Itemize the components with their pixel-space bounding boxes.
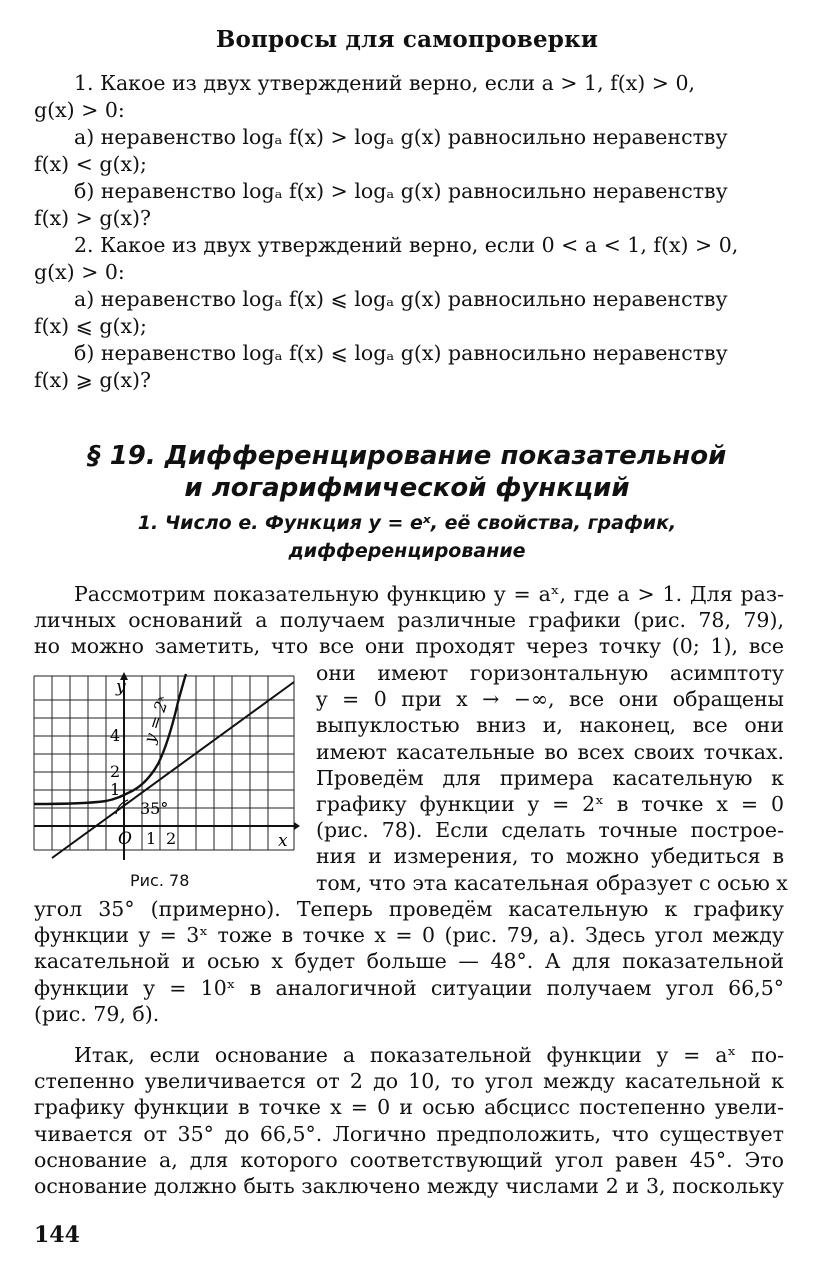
curve-label: y = 2ˣ: [139, 693, 173, 746]
p1-top-line: Рассмотрим показательную функцию y = aˣ, где a > 1. Для раз-: [74, 582, 784, 606]
figure-78-graph: [32, 672, 300, 864]
review-questions-heading: Вопросы для самопроверки: [215, 26, 599, 53]
angle-label: 35°: [140, 799, 169, 818]
review-questions: [34, 70, 784, 394]
p1-side-line: имеют касательные во всех своих точках.: [316, 739, 784, 764]
paragraph2: [34, 1042, 784, 1199]
p2-line: основание a, для которого соответствующий угол равен 45°. Это: [34, 1147, 784, 1172]
paragraph1-bottom: [34, 896, 784, 1027]
q2-a-line2: f(x) ⩽ g(x);: [34, 314, 147, 338]
x-tick-2: 2: [166, 829, 177, 848]
p1-side-line: (рис. 78). Если сделать точные построе-: [316, 818, 784, 843]
p1-side-line: Проведём для примера касательную к: [316, 765, 784, 790]
p1-bottom-line: касательной и осью x будет больше — 48°. А для показательной: [34, 949, 784, 974]
page-number: 144: [34, 1222, 80, 1248]
p2-line: графику функции в точке x = 0 и осью абсцисс постепенно увели-: [34, 1095, 784, 1120]
p2-line: чивается от 35° до 66,5°. Логично предположить, что существует: [34, 1121, 784, 1146]
q2-a-line1: а) неравенство logₐ f(x) ⩽ logₐ g(x) равносильно неравенству: [74, 287, 728, 311]
p1-side-line: ния и измерения, то можно убедиться в: [316, 844, 784, 869]
q1-b-line1: б) неравенство logₐ f(x) > logₐ g(x) равносильно неравенству: [74, 179, 728, 203]
p1-bottom-line: функции y = 3ˣ тоже в точке x = 0 (рис. 79, а). Здесь угол между: [34, 923, 784, 948]
origin-label: O: [118, 829, 132, 849]
q2-b-line1: б) неравенство logₐ f(x) ⩽ logₐ g(x) равносильно неравенству: [74, 341, 728, 365]
section-title-line2: и логарифмической функций: [184, 473, 630, 503]
p2-line: Итак, если основание a показательной функции y = aˣ по-: [74, 1043, 784, 1067]
figure-caption: Рис. 78: [130, 871, 190, 890]
p1-bottom-line: функции y = 10ˣ в аналогичной ситуации получаем угол 66,5°: [34, 975, 784, 1000]
paragraph1-top: [34, 581, 784, 660]
section-title-line1: § 19. Дифференцирование показательной: [87, 441, 727, 471]
subsection-title-line1: 1. Число e. Функция y = eˣ, её свойства, график,: [137, 512, 677, 534]
q1-line2: g(x) > 0:: [34, 98, 125, 122]
p1-side-line: графику функции y = 2ˣ в точке x = 0: [316, 792, 784, 817]
y-tick-4: 4: [110, 726, 121, 745]
q1-b-line2: f(x) > g(x)?: [34, 206, 152, 230]
q2-line2: g(x) > 0:: [34, 260, 125, 284]
q2-line1: 2. Какое из двух утверждений верно, если 0 < a < 1, f(x) > 0,: [74, 233, 739, 257]
q1-a-line2: f(x) < g(x);: [34, 152, 147, 176]
paragraph1-side: [316, 660, 788, 896]
y-tick-2: 2: [110, 762, 121, 781]
p2-line: степенно увеличивается от 2 до 10, то угол между касательной к: [34, 1069, 784, 1094]
x-axis-label: x: [278, 831, 288, 851]
p1-side-line: они имеют горизонтальную асимптоту: [316, 661, 784, 685]
x-tick-1: 1: [146, 829, 157, 848]
p1-bottom-line: (рис. 79, б).: [34, 1001, 160, 1026]
y-tick-1: 1: [110, 780, 121, 799]
p1-top-line: но можно заметить, что все они проходят через точку (0; 1), все: [34, 634, 784, 659]
x-axis-arrow: [294, 822, 300, 830]
y-axis-label: y: [116, 677, 126, 697]
subsection-title-line2: дифференцирование: [288, 540, 526, 562]
p1-top-line: личных оснований a получаем различные графики (рис. 78, 79),: [34, 608, 784, 633]
q2-b-line2: f(x) ⩾ g(x)?: [34, 368, 152, 392]
p1-side-line: том, что эта касательная образует с осью x: [316, 870, 788, 895]
p1-side-line: y = 0 при x → −∞, все они обращены: [316, 687, 784, 712]
p1-bottom-line: угол 35° (примерно). Теперь проведём касательную к графику: [34, 897, 784, 921]
p1-side-line: выпуклостью вниз и, наконец, все они: [316, 713, 784, 738]
q1-line1: 1. Какое из двух утверждений верно, если a > 1, f(x) > 0,: [74, 71, 696, 95]
p2-line: основание должно быть заключено между числами 2 и 3, поскольку: [34, 1174, 784, 1199]
q1-a-line1: а) неравенство logₐ f(x) > logₐ g(x) равносильно неравенству: [74, 125, 728, 149]
